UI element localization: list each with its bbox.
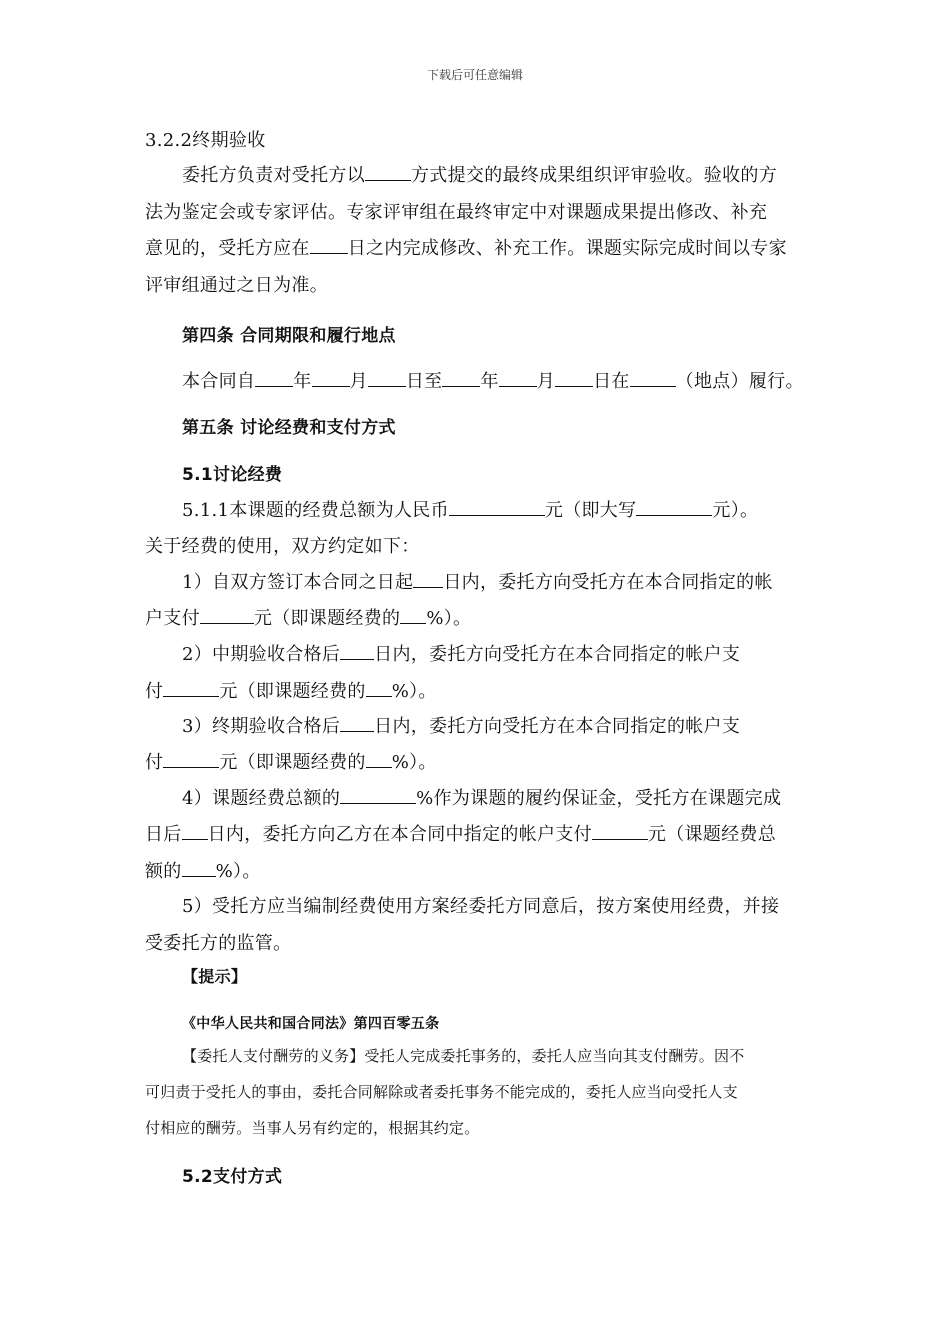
- fill-blank[interactable]: [163, 753, 219, 768]
- fill-blank[interactable]: [366, 682, 392, 697]
- section-heading-3-2-2: 3.2.2终期验收: [145, 130, 266, 151]
- list-item: 3）终期验收合格后 日内，委托方向受托方在本合同指定的帐户支: [182, 716, 741, 737]
- fill-blank[interactable]: [368, 372, 406, 387]
- fill-blank[interactable]: [255, 372, 293, 387]
- law-text-line: 可归责于受托人的事由，委托合同解除或者委托事务不能完成的，委托人应当向受托人支: [145, 1083, 738, 1101]
- tip-label: 【提示】: [182, 967, 248, 986]
- fill-blank[interactable]: [182, 862, 216, 877]
- fill-blank[interactable]: [499, 372, 537, 387]
- fill-blank[interactable]: [449, 501, 545, 516]
- fill-blank[interactable]: [340, 717, 374, 732]
- list-item: 5）受托方应当编制经费使用方案经委托方同意后，按方案使用经费，并接: [182, 896, 780, 917]
- paragraph-line: 评审组通过之日为准。: [145, 275, 328, 296]
- article-5-heading: 第五条 讨论经费和支付方式: [182, 418, 396, 438]
- contract-term-line: 本合同自 年 月 日至 年 月 日在 （地点）履行。: [182, 371, 804, 392]
- law-title: 《中华人民共和国合同法》第四百零五条: [182, 1016, 440, 1032]
- fill-blank[interactable]: [340, 789, 416, 804]
- fill-blank[interactable]: [592, 825, 648, 840]
- subsection-5-2-heading: 5.2支付方式: [182, 1167, 283, 1187]
- fill-blank[interactable]: [200, 609, 254, 624]
- fill-blank[interactable]: [630, 372, 676, 387]
- fill-blank[interactable]: [442, 372, 480, 387]
- fill-blank[interactable]: [365, 166, 411, 181]
- fill-blank[interactable]: [555, 372, 593, 387]
- list-item-continuation: 付 元（即课题经费的 %）。: [145, 752, 437, 773]
- list-item: 4）课题经费总额的 %作为课题的履约保证金，受托方在课题完成: [182, 788, 782, 809]
- paragraph-line: 委托方负责对受托方以 方式提交的最终成果组织评审验收。验收的方: [182, 165, 777, 186]
- paragraph-line: 法为鉴定会或专家评估。专家评审组在最终审定中对课题成果提出修改、补充: [145, 202, 768, 223]
- list-item-continuation: 日后 日内，委托方向乙方在本合同中指定的帐户支付 元（课题经费总: [145, 824, 777, 845]
- paragraph-line: 5.1.1本课题的经费总额为人民币 元（即大写 元）。: [182, 500, 759, 521]
- fill-blank[interactable]: [163, 682, 219, 697]
- article-4-heading: 第四条 合同期限和履行地点: [182, 326, 396, 346]
- fill-blank[interactable]: [312, 372, 350, 387]
- fill-blank[interactable]: [310, 239, 348, 254]
- list-item: 1）自双方签订本合同之日起 日内，委托方向受托方在本合同指定的帐: [182, 572, 773, 593]
- paragraph-line: 关于经费的使用，双方约定如下：: [145, 536, 420, 557]
- list-item-continuation: 额的 %）。: [145, 861, 261, 882]
- list-item-continuation: 付 元（即课题经费的 %）。: [145, 681, 437, 702]
- subsection-5-1-heading: 5.1讨论经费: [182, 465, 283, 485]
- fill-blank[interactable]: [413, 573, 443, 588]
- list-item: 2）中期验收合格后 日内，委托方向受托方在本合同指定的帐户支: [182, 644, 741, 665]
- fill-blank[interactable]: [182, 825, 208, 840]
- paragraph-line: 意见的，受托方应在 日之内完成修改、补充工作。课题实际完成时间以专家: [145, 238, 787, 259]
- fill-blank[interactable]: [400, 609, 426, 624]
- law-text-line: 付相应的酬劳。当事人另有约定的，根据其约定。: [145, 1119, 480, 1137]
- list-item-continuation: 户支付 元（即课题经费的 %）。: [145, 608, 472, 629]
- fill-blank[interactable]: [366, 753, 392, 768]
- law-text-line: 【委托人支付酬劳的义务】受托人完成委托事务的，委托人应当向其支付酬劳。因不: [182, 1047, 745, 1065]
- page-header: 下载后可任意编辑: [426, 68, 523, 82]
- fill-blank[interactable]: [340, 645, 374, 660]
- fill-blank[interactable]: [636, 501, 712, 516]
- list-item-continuation: 受委托方的监管。: [145, 933, 292, 954]
